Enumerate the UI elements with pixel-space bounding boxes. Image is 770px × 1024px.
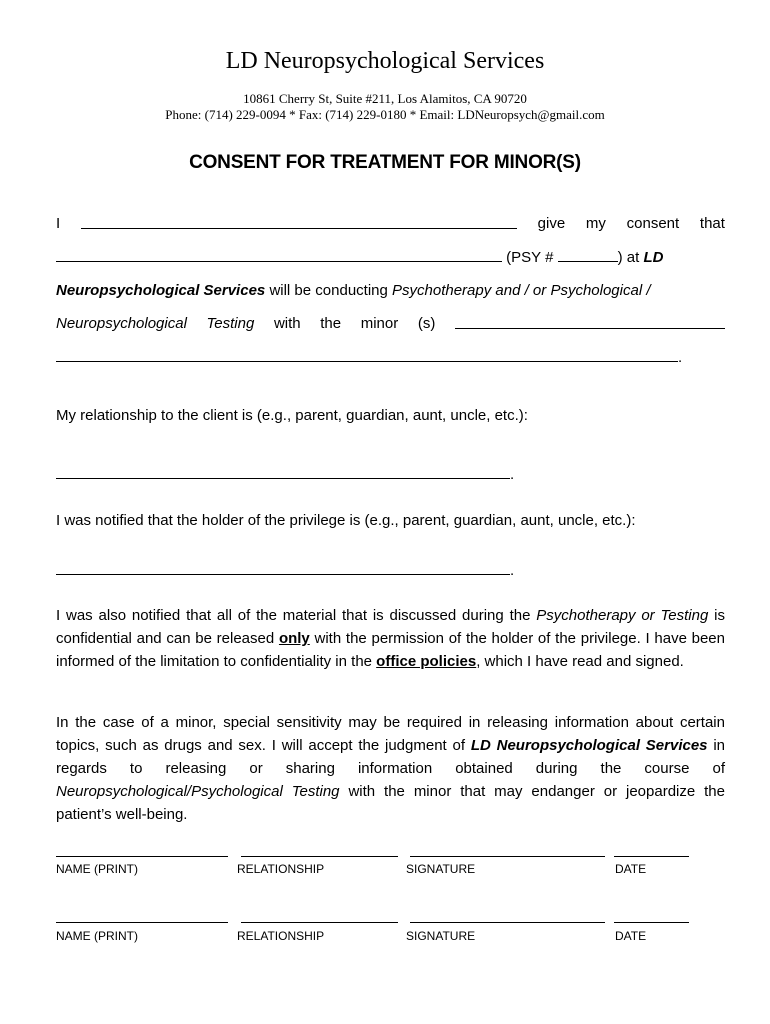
privilege-prompt: I was notified that the holder of the privilege is (e.g., parent, guardian, aunt, uncle, etc.): bbox=[56, 512, 636, 529]
minor-sensitivity-paragraph: In the case of a minor, special sensitivity may be required in releasing information about certain topics, such as drugs and sex. I will accept the judgment of LD Neuropsychological Services in regards to releasing or sharing information obtained during the course of Neuropsychological/Psychological Testing with the minor that may endanger or jeopardize the patient’s well-being. bbox=[56, 714, 725, 823]
date-line-1[interactable] bbox=[614, 856, 689, 857]
organization-name: LD Neuropsychological Services bbox=[225, 48, 545, 74]
privilege-line: . bbox=[56, 560, 725, 581]
date-label-1: DATE bbox=[615, 862, 647, 876]
signature-line-2[interactable] bbox=[410, 922, 605, 923]
privilege-holder-field[interactable] bbox=[56, 560, 510, 575]
name-print-label-1: NAME (PRINT) bbox=[56, 862, 138, 876]
name-print-line-1[interactable] bbox=[56, 856, 228, 857]
ld-label: LD bbox=[643, 249, 664, 266]
consent-line-2: (PSY # ) at LD bbox=[56, 247, 725, 268]
provider-name-field[interactable] bbox=[56, 247, 502, 262]
confidentiality-paragraph: I was also notified that all of the material that is discussed during the Psychotherapy or Testing is confidential and can be released only with the permission of the holder of the privilege. I have been informed of the limitation to confidentiality in the office policies, which I have read and signed. bbox=[56, 607, 725, 670]
organization-contact: Phone: (714) 229-0094 * Fax: (714) 229-0180 * Email: LDNeuropsych@gmail.com bbox=[165, 107, 605, 122]
form-title: CONSENT FOR TREATMENT FOR MINOR(S) bbox=[189, 152, 581, 173]
name-print-line-2[interactable] bbox=[56, 922, 228, 923]
relationship-line-2[interactable] bbox=[241, 922, 398, 923]
minor-name-field-continued[interactable] bbox=[56, 347, 678, 362]
signature-label-1: SIGNATURE bbox=[406, 862, 476, 876]
minor-name-field[interactable] bbox=[455, 314, 725, 329]
consent-line-3: Neuropsychological Services will be conducting Psychotherapy and / or Psychological / bbox=[56, 282, 651, 299]
date-label-2: DATE bbox=[615, 929, 647, 943]
signature-label-2: SIGNATURE bbox=[406, 929, 476, 943]
consenter-name-field[interactable] bbox=[81, 214, 517, 229]
relationship-label-2: RELATIONSHIP bbox=[237, 929, 325, 943]
relationship-line-1[interactable] bbox=[241, 856, 398, 857]
relationship-label-1: RELATIONSHIP bbox=[237, 862, 325, 876]
relationship-field[interactable] bbox=[56, 464, 510, 479]
signature-line-1[interactable] bbox=[410, 856, 605, 857]
consent-line-4: Neuropsychological Testing with the minor (s) bbox=[56, 314, 725, 334]
name-print-label-2: NAME (PRINT) bbox=[56, 929, 138, 943]
relationship-line: . bbox=[56, 464, 725, 485]
date-line-2[interactable] bbox=[614, 922, 689, 923]
consent-line-1: I give my consent that bbox=[56, 215, 725, 232]
psy-number-field[interactable] bbox=[558, 247, 618, 262]
consent-line-5: . bbox=[56, 347, 725, 368]
organization-address: 10861 Cherry St, Suite #211, Los Alamitos, CA 90720 bbox=[243, 91, 527, 106]
relationship-prompt: My relationship to the client is (e.g., parent, guardian, aunt, uncle, etc.): bbox=[56, 407, 528, 424]
consent-i: I bbox=[56, 215, 61, 232]
org-name-inline: Neuropsychological Services bbox=[56, 282, 266, 299]
